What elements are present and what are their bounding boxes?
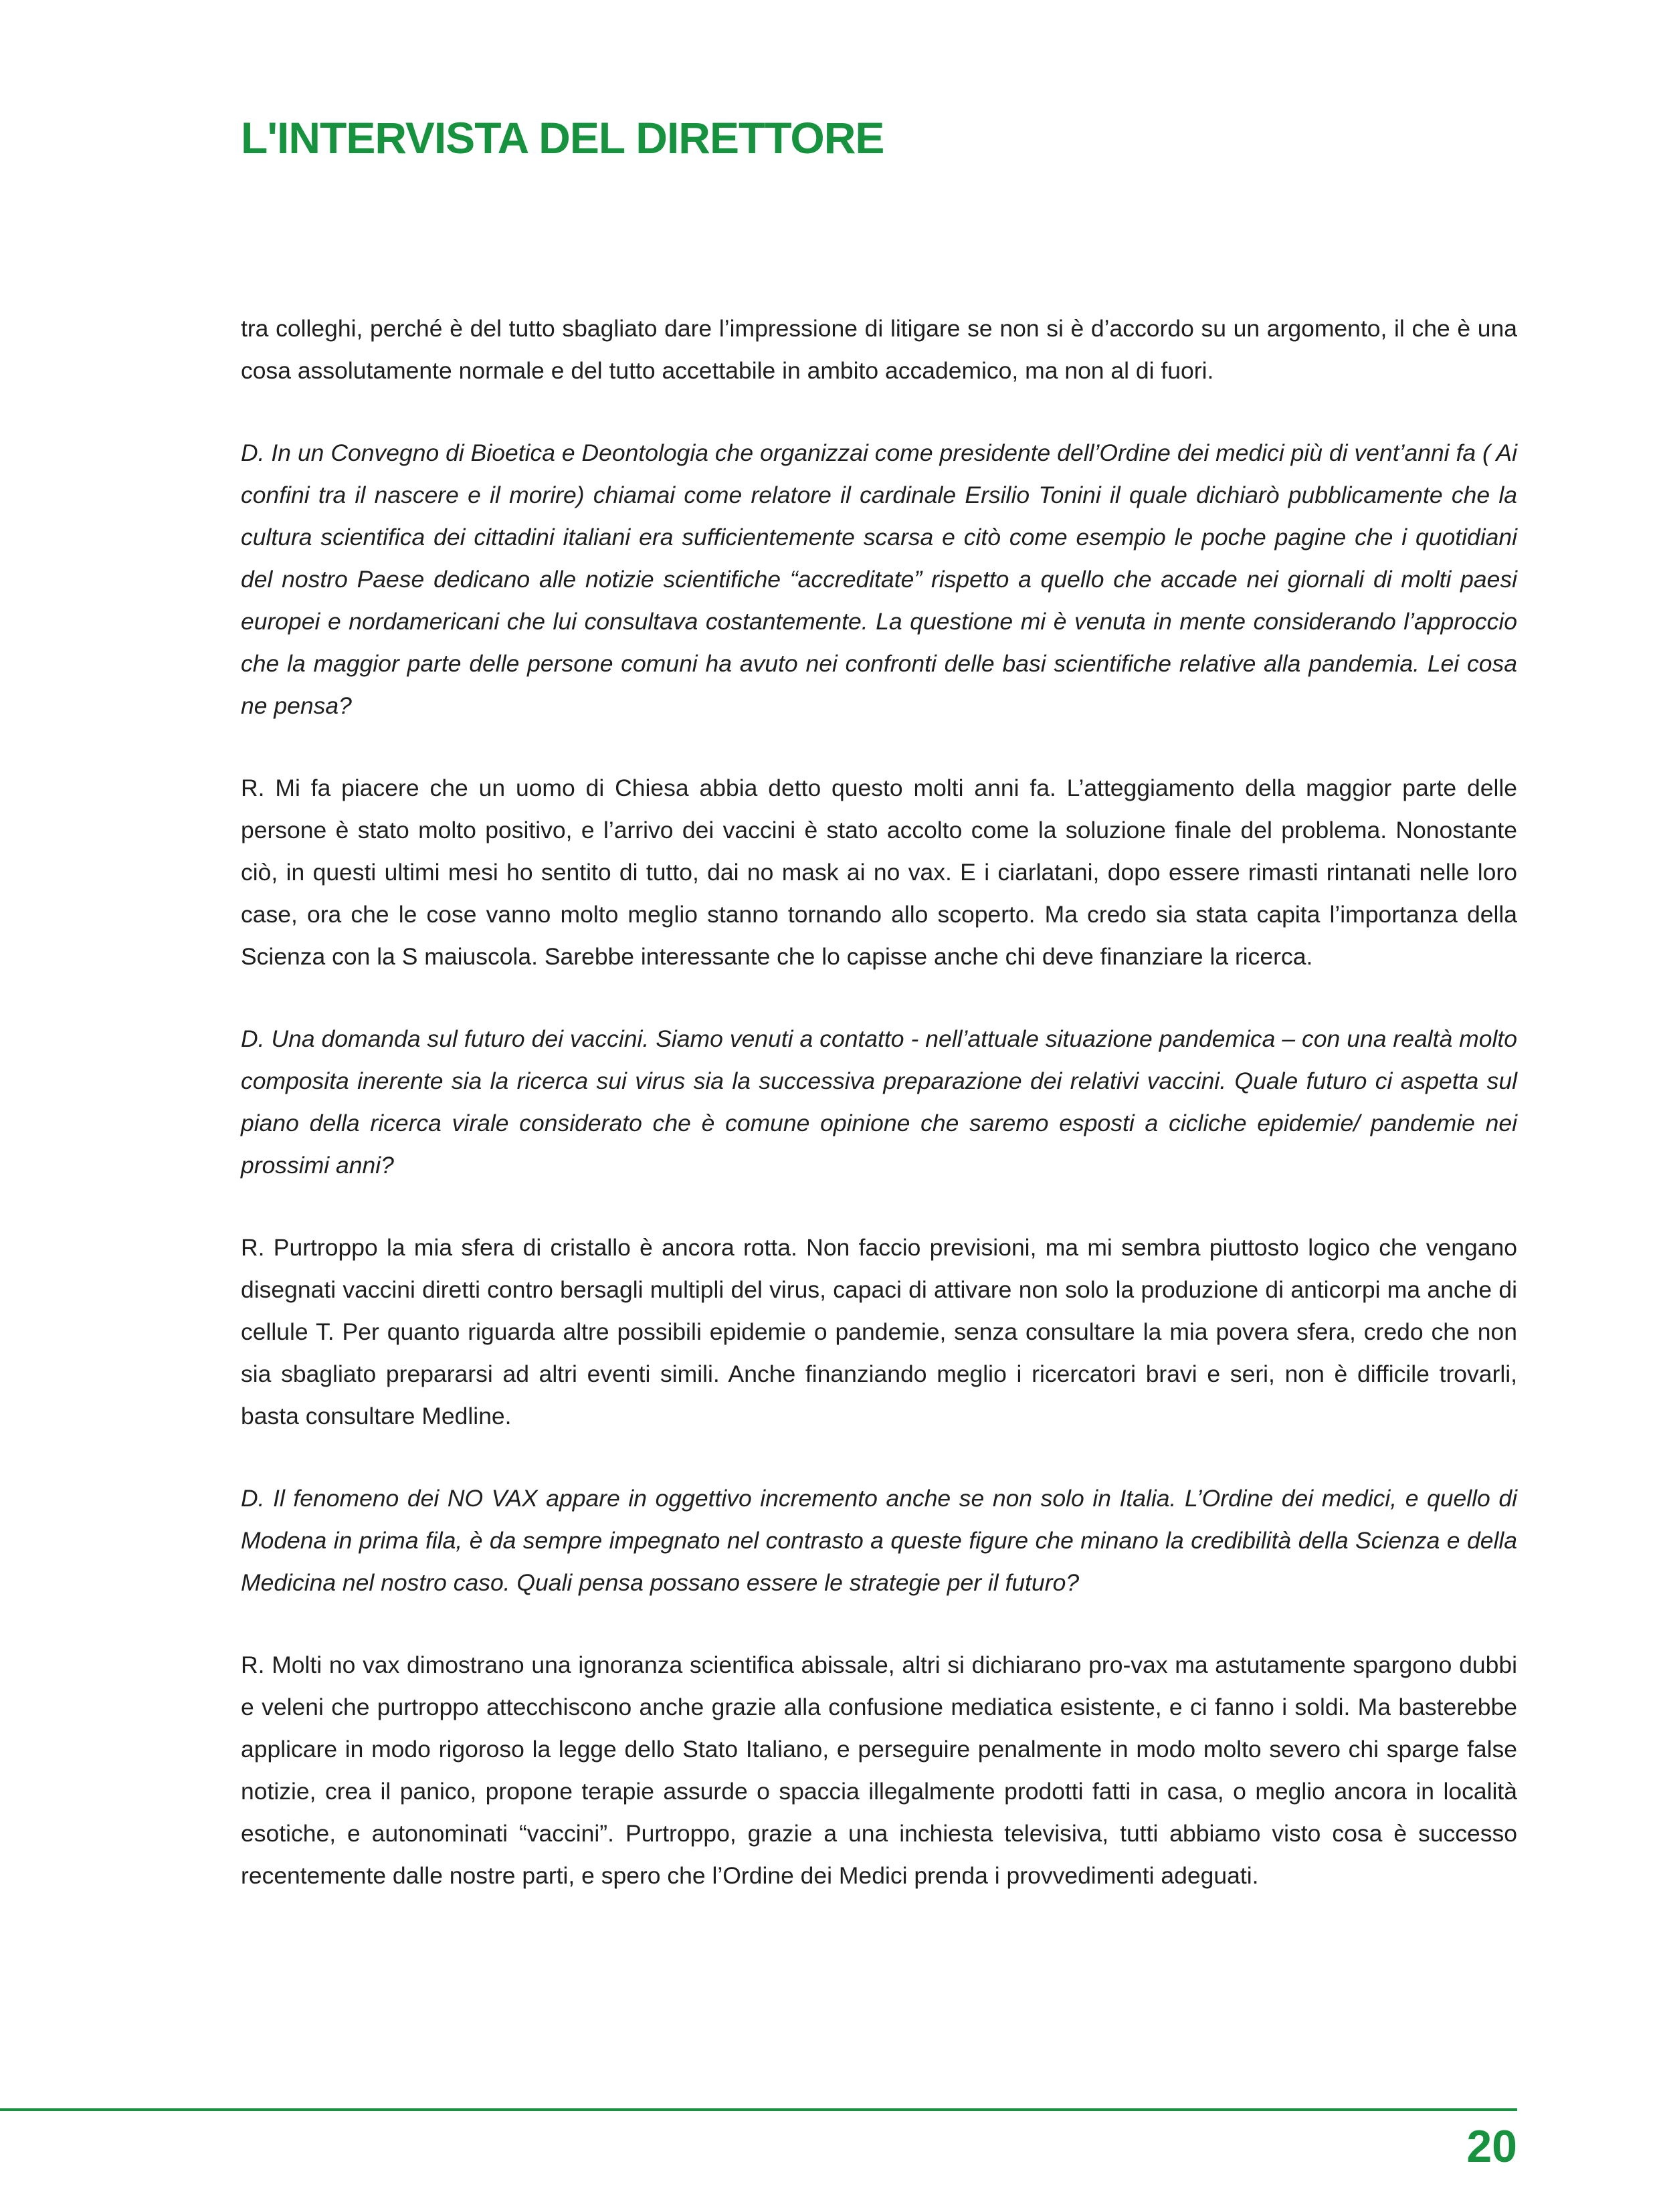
question-paragraph: D. In un Convegno di Bioetica e Deontologia che organizzai come presidente dell’Ordine dei medici più di vent’anni fa ( Ai confini tra il nascere e il morire) chiamai come relatore il cardinale Ersilio Tonini il quale dichiarò pubblicamente che la cultura scientifica dei cittadini italiani era sufficientemente scarsa e citò come esempio le poche pagine che i quotidiani del nostro Paese dedicano alle notizie scientifiche “accreditate” rispetto a quello che accade nei giornali di molti paesi europei e nordamericani che lui consultava costantemente. La questione mi è venuta in mente considerando l’approccio che la maggior parte delle persone comuni ha avuto nei confronti delle basi scientifiche relative alla pandemia. Lei cosa ne pensa? xyxy=(241,439,1517,719)
answer-paragraph-continued: tra colleghi, perché è del tutto sbagliato dare l’impressione di litigare se non si è d’accordo su un argomento, il che è una cosa assolutamente normale e del tutto accettabile in ambito accademico, ma non al di fuori. xyxy=(241,315,1517,384)
footer-divider xyxy=(0,2108,1517,2111)
answer-paragraph: R. Molti no vax dimostrano una ignoranza scientifica abissale, altri si dichiarano pro-vax ma astutamente spargono dubbi e veleni che purtroppo attecchiscono anche grazie alla confusione mediatica esistente, e ci fanno i soldi. Ma basterebbe applicare in modo rigoroso la legge dello Stato Italiano, e perseguire penalmente in modo molto severo chi sparge false notizie, crea il panico, propone terapie assurde o spaccia illegalmente prodotti fatti in casa, o meglio ancora in località esotiche, e autonominati “vaccini”. Purtroppo, grazie a una inchiesta televisiva, tutti abbiamo visto cosa è successo recentemente dalle nostre parti, e spero che l’Ordine dei Medici prenda i provvedimenti adeguati. xyxy=(241,1651,1517,1889)
question-paragraph: D. Una domanda sul futuro dei vaccini. Siamo venuti a contatto - nell’attuale situazione pandemica – con una realtà molto composita inerente sia la ricerca sui virus sia la successiva preparazione dei relativi vaccini. Quale futuro ci aspetta sul piano della ricerca virale considerato che è comune opinione che saremo esposti a cicliche epidemie/ pandemie nei prossimi anni? xyxy=(241,1025,1517,1179)
section-title: L'INTERVISTA DEL DIRETTORE xyxy=(241,113,884,163)
answer-paragraph: R. Purtroppo la mia sfera di cristallo è ancora rotta. Non faccio previsioni, ma mi sembra piuttosto logico che vengano disegnati vaccini diretti contro bersagli multipli del virus, capaci di attivare non solo la produzione di anticorpi ma anche di cellule T. Per quanto riguarda altre possibili epidemie o pandemie, senza consultare la mia povera sfera, credo che non sia sbagliato prepararsi ad altri eventi simili. Anche finanziando meglio i ricercatori bravi e seri, non è difficile trovarli, basta consultare Medline. xyxy=(241,1234,1517,1429)
page-number: 20 xyxy=(1466,2121,1517,2172)
article-body xyxy=(241,308,1517,1937)
question-paragraph: D. Il fenomeno dei NO VAX appare in oggettivo incremento anche se non solo in Italia. L’Ordine dei medici, e quello di Modena in prima fila, è da sempre impegnato nel contrasto a queste figure che minano la credibilità della Scienza e della Medicina nel nostro caso. Quali pensa possano essere le strategie per il futuro? xyxy=(241,1485,1517,1596)
answer-paragraph: R. Mi fa piacere che un uomo di Chiesa abbia detto questo molti anni fa. L’atteggiamento della maggior parte delle persone è stato molto positivo, e l’arrivo dei vaccini è stato accolto come la soluzione finale del problema. Nonostante ciò, in questi ultimi mesi ho sentito di tutto, dai no mask ai no vax. E i ciarlatani, dopo essere rimasti rintanati nelle loro case, ora che le cose vanno molto meglio stanno tornando allo scoperto. Ma credo sia stata capita l’importanza della Scienza con la S maiuscola. Sarebbe interessante che lo capisse anche chi deve finanziare la ricerca. xyxy=(241,775,1517,970)
